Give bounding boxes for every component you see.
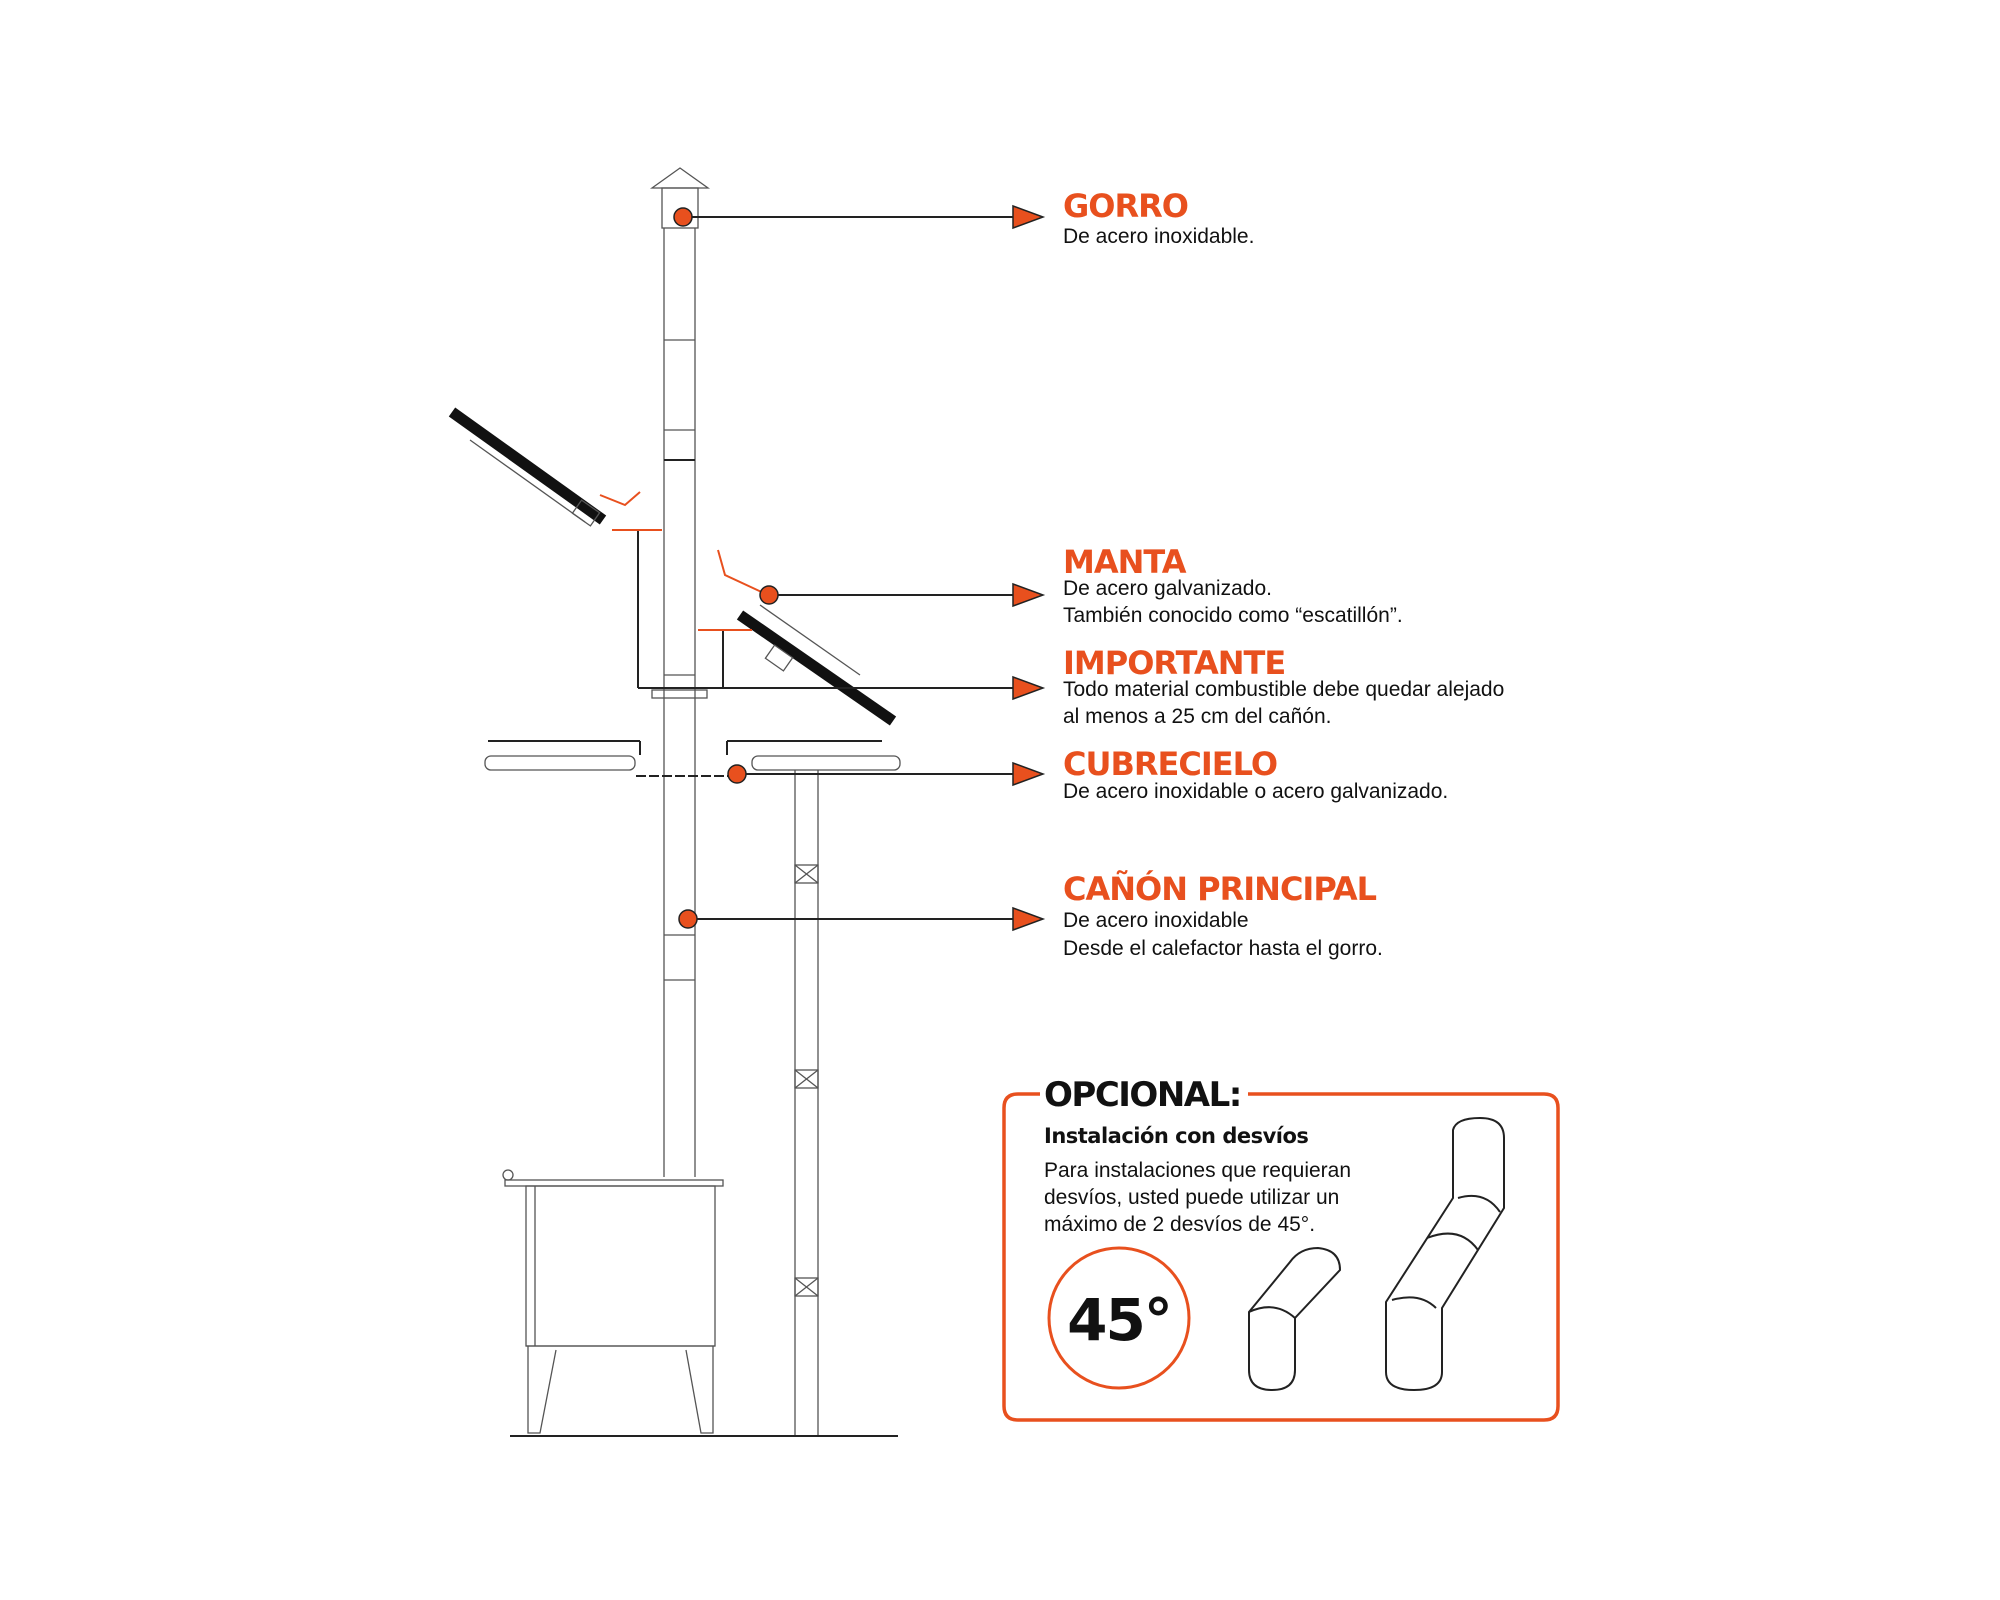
callout-cubrecielo xyxy=(1063,745,1448,803)
callout-pointers xyxy=(674,206,1043,930)
ceiling xyxy=(485,741,900,776)
wall-post xyxy=(795,770,818,1436)
roof-right xyxy=(718,550,893,721)
callout-text: IMPORTANTE xyxy=(1063,644,1286,682)
callout-text: CUBRECIELO xyxy=(1063,745,1278,783)
single-elbow-icon xyxy=(1249,1248,1340,1390)
callout-text: CAÑÓN PRINCIPAL xyxy=(1063,870,1376,908)
optional-box xyxy=(1004,1075,1558,1420)
arrow-icon xyxy=(1013,677,1043,699)
arrow-icon xyxy=(1013,206,1043,228)
callout-canon-principal xyxy=(1063,869,1383,960)
callout-importante xyxy=(1063,644,1504,728)
marker-dot xyxy=(679,910,697,928)
marker-dot xyxy=(728,765,746,783)
callout-text: De acero inoxidable xyxy=(1063,909,1249,932)
callout-text: Para instalaciones que requieran xyxy=(1044,1159,1352,1182)
callout-text: al menos a 25 cm del cañón. xyxy=(1063,705,1332,728)
marker-dot xyxy=(674,208,692,226)
optional-title: OPCIONAL: xyxy=(1044,1075,1241,1115)
optional-subtitle: Instalación con desvíos xyxy=(1044,1124,1309,1148)
arrow-icon xyxy=(1013,584,1043,606)
roof-left xyxy=(452,412,640,526)
double-elbow-icon xyxy=(1386,1118,1504,1390)
marker-dot xyxy=(760,586,778,604)
callout-text: desvíos, usted puede utilizar un xyxy=(1044,1186,1340,1209)
arrow-icon xyxy=(1013,908,1043,930)
callout-text: De acero galvanizado. xyxy=(1063,577,1272,600)
wood-stove xyxy=(503,1170,723,1433)
callout-text: máximo de 2 desvíos de 45°. xyxy=(1044,1213,1316,1236)
angle-badge-label: 45° xyxy=(1067,1286,1171,1354)
callout-text: GORRO xyxy=(1063,187,1188,225)
callout-text: Desde el calefactor hasta el gorro. xyxy=(1063,937,1383,960)
callout-gorro xyxy=(1063,187,1254,248)
callout-text: Todo material combustible debe quedar alejado xyxy=(1063,678,1505,701)
callout-text: También conocido como “escatillón”. xyxy=(1063,604,1403,627)
callout-text: De acero inoxidable. xyxy=(1063,225,1255,248)
callout-text: MANTA xyxy=(1063,543,1186,581)
main-flue-pipe xyxy=(652,228,707,1177)
arrow-icon xyxy=(1013,763,1043,785)
callout-text: De acero inoxidable o acero galvanizado. xyxy=(1063,780,1449,803)
callout-manta xyxy=(1063,543,1403,627)
